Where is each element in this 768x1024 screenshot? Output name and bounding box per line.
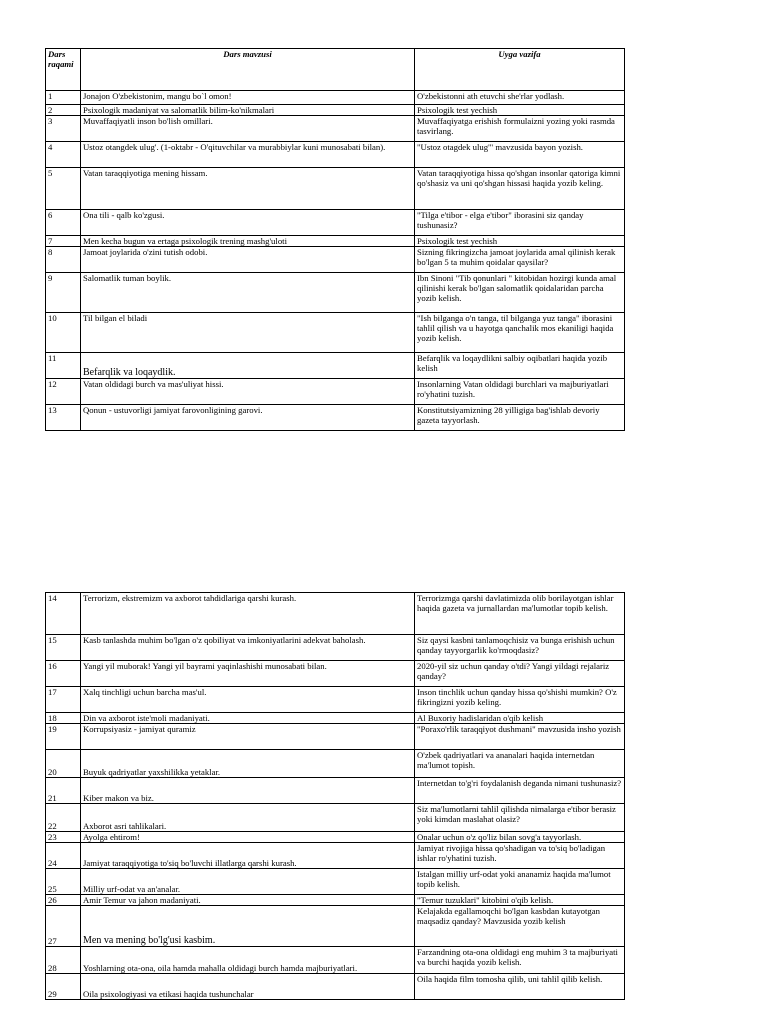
table-row — [46, 661, 625, 687]
lesson-number-cell: 6 — [46, 210, 81, 236]
table-row — [46, 804, 625, 832]
table-row — [46, 778, 625, 804]
homework-cell: "Temur tuzuklari" kitobini o'qib kelish. — [415, 895, 625, 906]
homework-cell: "Tilga e'tibor - elga e'tibor" iborasini siz qanday tushunasiz? — [415, 210, 625, 236]
lesson-number-cell: 9 — [46, 273, 81, 313]
table-row — [46, 91, 625, 105]
lesson-topic-cell: Korrupsiyasiz - jamiyat quramiz — [81, 724, 415, 750]
table-row — [46, 724, 625, 750]
table-row — [46, 116, 625, 142]
homework-cell: Al Buxoriy hadislaridan o'qib kelish — [415, 713, 625, 724]
homework-cell: Kelajakda egallamoqchi bo'lgan kasbdan kutayotgan maqsadiz qanday? Mavzusida yozib kelish — [415, 906, 625, 947]
homework-cell: Psixologik test yechish — [415, 236, 625, 247]
homework-cell: Siz ma'lumotlarni tahlil qilishda nimalarga e'tibor berasiz yoki kimdan maslahat olasiz? — [415, 804, 625, 832]
table-row — [46, 947, 625, 974]
lesson-topic-cell: Terrorizm, ekstremizm va axborot tahdidlariga qarshi kurash. — [81, 593, 415, 635]
table-row — [46, 247, 625, 273]
lesson-number-cell: 2 — [46, 105, 81, 116]
lesson-number-cell: 3 — [46, 116, 81, 142]
lesson-number-cell: 4 — [46, 142, 81, 168]
homework-cell: Muvaffaqiyatga erishish formulaizni yozing yoki rasmda tasvirlang. — [415, 116, 625, 142]
lesson-number-cell: 12 — [46, 379, 81, 405]
lesson-topic-cell: Men va mening bo'lg'usi kasbim. — [81, 906, 415, 947]
lesson-topic-cell: Ona tili - qalb ko'zgusi. — [81, 210, 415, 236]
lesson-number-cell: 20 — [46, 750, 81, 778]
table-row — [46, 236, 625, 247]
homework-cell: Psixologik test yechish — [415, 105, 625, 116]
lesson-topic-cell: Salomatlik tuman boylik. — [81, 273, 415, 313]
lesson-topic-cell: Jamiyat taraqqiyotiga to'siq bo'luvchi illatlarga qarshi kurash. — [81, 843, 415, 869]
homework-cell: Sizning fikringizcha jamoat joylarida amal qilinish kerak bo'lgan 5 ta muhim qoidalar qaysilar? — [415, 247, 625, 273]
table-row — [46, 593, 625, 635]
lesson-number-cell: 19 — [46, 724, 81, 750]
lesson-number-cell: 7 — [46, 236, 81, 247]
table-row — [46, 974, 625, 1000]
lesson-table-part-2 — [45, 592, 625, 1000]
lesson-topic-cell: Axborot asri tahlikalari. — [81, 804, 415, 832]
table-row — [46, 713, 625, 724]
homework-cell: O'zbekistonni ath etuvchi she'rlar yodlash. — [415, 91, 625, 105]
homework-cell: Inson tinchlik uchun qanday hissa qo'shishi mumkin? O'z fikringizni yozib keling. — [415, 687, 625, 713]
lesson-number-cell: 28 — [46, 947, 81, 974]
homework-cell: O'zbek qadriyatlari va ananalari haqida internetdan ma'lumot topish. — [415, 750, 625, 778]
homework-cell: Farzandning ota-ona oldidagi eng muhim 3 ta majburiyati va burchi haqida yozib kelish. — [415, 947, 625, 974]
homework-cell: "Poraxo'rlik taraqqiyot dushmani" mavzusida insho yozish — [415, 724, 625, 750]
homework-cell: Internetdan to'g'ri foydalanish deganda nimani tushunasiz? — [415, 778, 625, 804]
table-row — [46, 142, 625, 168]
lesson-number-cell: 27 — [46, 906, 81, 947]
lesson-topic-cell: Yangi yil muborak! Yangi yil bayrami yaqinlashishi munosabati bilan. — [81, 661, 415, 687]
lesson-number-cell: 29 — [46, 974, 81, 1000]
table-row — [46, 906, 625, 947]
lesson-topic-cell: Jamoat joylarida o'zini tutish odobi. — [81, 247, 415, 273]
table-row — [46, 273, 625, 313]
homework-cell: Istalgan milliy urf-odat yoki ananamiz haqida ma'lumot topib kelish. — [415, 869, 625, 895]
lesson-topic-cell: Ayolga ehtirom! — [81, 832, 415, 843]
table-row — [46, 210, 625, 236]
lesson-number-cell: 15 — [46, 635, 81, 661]
table-row — [46, 405, 625, 431]
table-row — [46, 843, 625, 869]
lesson-topic-cell: Vatan oldidagi burch va mas'uliyat hissi. — [81, 379, 415, 405]
lesson-topic-cell: Vatan taraqqiyotiga mening hissam. — [81, 168, 415, 210]
lesson-topic-cell: Psixologik madaniyat va salomatlik bilim-ko'nikmalari — [81, 105, 415, 116]
lesson-number-cell: 22 — [46, 804, 81, 832]
lesson-number-cell: 14 — [46, 593, 81, 635]
homework-cell: 2020-yil siz uchun qanday o'tdi? Yangi yildagi rejalariz qanday? — [415, 661, 625, 687]
lesson-topic-cell: Qonun - ustuvorligi jamiyat farovonligining garovi. — [81, 405, 415, 431]
homework-cell: Insonlarning Vatan oldidagi burchlari va majburiyatlari ro'yhatini tuzish. — [415, 379, 625, 405]
table-row — [46, 832, 625, 843]
homework-cell: Siz qaysi kasbni tanlamoqchisiz va bunga erishish uchun qanday tayyorgarlik ko'rmoqdasiz? — [415, 635, 625, 661]
lesson-number-cell: 1 — [46, 91, 81, 105]
lesson-table-part-1 — [45, 48, 625, 431]
header-lesson-topic: Dars mavzusi — [81, 49, 415, 91]
homework-cell: "Ish bilganga o'n tanga, til bilganga yuz tanga" iborasini tahlil qilish va u hayotga qanchalik mos ekaniligi haqida yozib kelish. — [415, 313, 625, 353]
table-row — [46, 379, 625, 405]
lesson-topic-cell: Xalq tinchligi uchun barcha mas'ul. — [81, 687, 415, 713]
lesson-topic-cell: Din va axborot iste'moli madaniyati. — [81, 713, 415, 724]
homework-cell: Onalar uchun o'z qo'liz bilan sovg'a tayyorlash. — [415, 832, 625, 843]
lesson-number-cell: 11 — [46, 353, 81, 379]
table-row — [46, 353, 625, 379]
homework-cell: Ibn Sinoni "Tib qonunlari " kitobidan hozirgi kunda amal qilinishi kerak bo'lgan salomatlik qoidalaridan parcha yozib kelish. — [415, 273, 625, 313]
table-row — [46, 750, 625, 778]
header-lesson-number: Dars raqami — [46, 49, 81, 91]
homework-cell: Terrorizmga qarshi davlatimizda olib borilayotgan ishlar haqida gazeta va jurnallardan ma'lumotlar topib kelish. — [415, 593, 625, 635]
lesson-number-cell: 5 — [46, 168, 81, 210]
header-homework: Uyga vazifa — [415, 49, 625, 91]
lesson-number-cell: 10 — [46, 313, 81, 353]
table-row — [46, 168, 625, 210]
lesson-number-cell: 18 — [46, 713, 81, 724]
lesson-number-cell: 26 — [46, 895, 81, 906]
lesson-topic-cell: Buyuk qadriyatlar yaxshilikka yetaklar. — [81, 750, 415, 778]
homework-cell: Befarqlik va loqaydlikni salbiy oqibatlari haqida yozib kelish — [415, 353, 625, 379]
lesson-number-cell: 13 — [46, 405, 81, 431]
lesson-topic-cell: Milliy urf-odat va an'analar. — [81, 869, 415, 895]
lesson-topic-cell: Til bilgan el biladi — [81, 313, 415, 353]
lesson-number-cell: 25 — [46, 869, 81, 895]
table-row — [46, 105, 625, 116]
homework-cell: Oila haqida film tomosha qilib, uni tahlil qilib kelish. — [415, 974, 625, 1000]
lesson-topic-cell: Amir Temur va jahon madaniyati. — [81, 895, 415, 906]
homework-cell: Konstitutsiyamizning 28 yilligiga bag'ishlab devoriy gazeta tayyorlash. — [415, 405, 625, 431]
homework-cell: "Ustoz otagdek ulug'" mavzusida bayon yozish. — [415, 142, 625, 168]
lesson-topic-cell: Kiber makon va biz. — [81, 778, 415, 804]
lesson-topic-cell: Yoshlarning ota-ona, oila hamda mahalla oldidagi burch hamda majburiyatlari. — [81, 947, 415, 974]
table-row — [46, 313, 625, 353]
table-row — [46, 895, 625, 906]
lesson-number-cell: 16 — [46, 661, 81, 687]
table-row — [46, 635, 625, 661]
lesson-topic-cell: Befarqlik va loqaydlik. — [81, 353, 415, 379]
lesson-topic-cell: Men kecha bugun va ertaga psixologik trening mashg'uloti — [81, 236, 415, 247]
lesson-number-cell: 17 — [46, 687, 81, 713]
homework-cell: Jamiyat rivojiga hissa qo'shadigan va to'siq bo'ladigan ishlar ro'yhatini tuzish. — [415, 843, 625, 869]
table-row — [46, 869, 625, 895]
lesson-topic-cell: Oila psixologiyasi va etikasi haqida tushunchalar — [81, 974, 415, 1000]
homework-cell: Vatan taraqqiyotiga hissa qo'shgan insonlar qatoriga kimni qo'shasiz va uni qo'shgan hissasi haqida yozib keling. — [415, 168, 625, 210]
lesson-number-cell: 23 — [46, 832, 81, 843]
lesson-number-cell: 8 — [46, 247, 81, 273]
table-header-row — [46, 49, 625, 91]
lesson-number-cell: 24 — [46, 843, 81, 869]
lesson-number-cell: 21 — [46, 778, 81, 804]
lesson-topic-cell: Ustoz otangdek ulug'. (1-oktabr - O'qituvchilar va murabbiylar kuni munosabati bilan). — [81, 142, 415, 168]
lesson-topic-cell: Jonajon O'zbekistonim, mangu bo`l omon! — [81, 91, 415, 105]
lesson-topic-cell: Muvaffaqiyatli inson bo'lish omillari. — [81, 116, 415, 142]
table-row — [46, 687, 625, 713]
lesson-topic-cell: Kasb tanlashda muhim bo'lgan o'z qobiliyat va imkoniyatlarini adekvat baholash. — [81, 635, 415, 661]
